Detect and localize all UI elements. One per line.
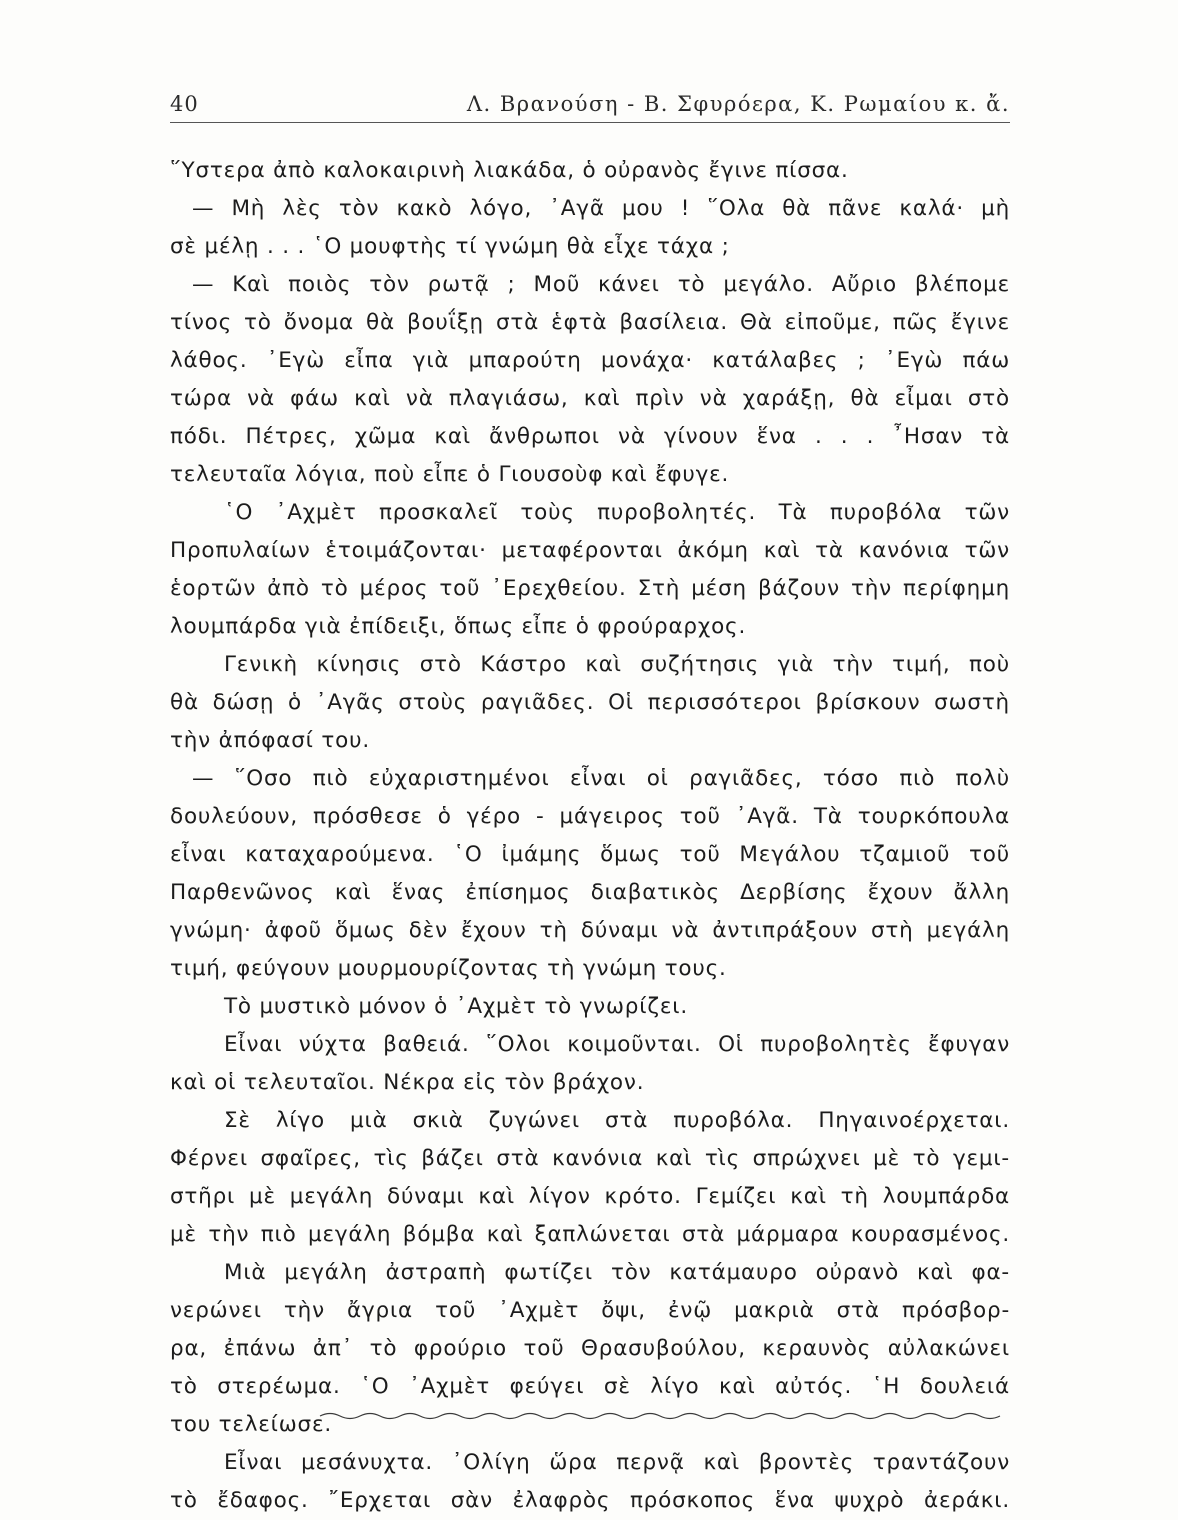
text-line: νερώνει τὴν ἄγρια τοῦ ᾽Αχμὲτ ὄψι, ἐνῷ μακριὰ στὰ πρόσβορ- — [170, 1298, 1010, 1323]
running-head — [170, 88, 1010, 123]
text-line: τίνος τὸ ὄνομα θὰ βουΐξῃ στὰ ἑφτὰ βασίλεια. Θὰ εἰποῦμε, πῶς ἔγινε — [170, 310, 1010, 335]
text-line: τελευταῖα λόγια, ποὺ εἶπε ὁ Γιουσοὺφ καὶ ἔφυγε. — [170, 462, 730, 487]
text-line: πόδι. Πέτρες, χῶμα καὶ ἄνθρωποι νὰ γίνουν ἕνα . . . ῏Ησαν τὰ — [170, 424, 1010, 449]
text-line: Φέρνει σφαῖρες, τὶς βάζει στὰ κανόνια καὶ τὶς σπρώχνει μὲ τὸ γεμι- — [170, 1146, 1010, 1171]
text-line: μὲ τὴν πιὸ μεγάλη βόμβα καὶ ξαπλώνεται στὰ μάρμαρα κουρασμένος. — [170, 1222, 1010, 1247]
wavy-underline-mark — [170, 1410, 1010, 1424]
text-line: τὸ στερέωμα. ῾Ο ᾽Αχμὲτ φεύγει σὲ λίγο καὶ αὐτός. ῾Η δουλειά — [170, 1374, 1010, 1399]
text-line: — Καὶ ποιὸς τὸν ρωτᾷ ; Μοῦ κάνει τὸ μεγάλο. Αὔριο βλέπομε — [192, 272, 1010, 297]
text-line: καὶ οἱ τελευταῖοι. Νέκρα εἰς τὸν βράχον. — [170, 1070, 645, 1095]
text-line: ῾Ο ᾽Αχμὲτ προσκαλεῖ τοὺς πυροβολητές. Τὰ πυροβόλα τῶν — [224, 500, 1010, 525]
text-line: — Μὴ λὲς τὸν κακὸ λόγο, ᾽Αγᾶ μου ! ῞Ολα θὰ πᾶνε καλά· μὴ — [192, 196, 1010, 221]
text-line: τώρα νὰ φάω καὶ νὰ πλαγιάσω, καὶ πρὶν νὰ χαράξῃ, θὰ εἶμαι στὸ — [170, 386, 1010, 411]
body-text — [170, 152, 1010, 1520]
page-number: 40 — [170, 92, 199, 116]
text-line: ἑορτῶν ἀπὸ τὸ μέρος τοῦ ᾽Ερεχθείου. Στὴ μέση βάζουν τὴν περίφημη — [170, 576, 1010, 601]
text-line: λουμπάρδα γιὰ ἐπίδειξι, ὅπως εἶπε ὁ φρούραρχος. — [170, 614, 747, 639]
text-line: τιμή, φεύγουν μουρμουρίζοντας τὴ γνώμη τους. — [170, 956, 727, 981]
text-line: Σὲ λίγο μιὰ σκιὰ ζυγώνει στὰ πυροβόλα. Πηγαινοέρχεται. — [224, 1108, 1010, 1133]
text-line: Γενικὴ κίνησις στὸ Κάστρο καὶ συζήτησις γιὰ τὴν τιμή, ποὺ — [224, 652, 1010, 677]
page-header-title: Λ. Βρανούση - Β. Σφυρόερα, Κ. Ρωμαίου κ. ἄ. — [466, 92, 1010, 116]
text-line: τὴν ἀπόφασί του. — [170, 728, 370, 753]
text-line: τὸ ἔδαφος. ῎Ερχεται σὰν ἐλαφρὸς πρόσκοπος ἕνα ψυχρὸ ἀεράκι. — [170, 1488, 1010, 1513]
text-line: στῆρι μὲ μεγάλη δύναμι καὶ λίγον κρότο. Γεμίζει καὶ τὴ λουμπάρδα — [170, 1184, 1010, 1209]
text-line: Εἶναι νύχτα βαθειά. ῞Ολοι κοιμοῦνται. Οἱ πυροβολητὲς ἔφυγαν — [224, 1032, 1010, 1057]
text-line: γνώμη· ἀφοῦ ὅμως δὲν ἔχουν τὴ δύναμι νὰ ἀντιπράξουν στὴ μεγάλη — [170, 918, 1010, 943]
text-line: — ῞Οσο πιὸ εὐχαριστημένοι εἶναι οἱ ραγιᾶδες, τόσο πιὸ πολὺ — [192, 766, 1010, 791]
text-line: ρα, ἐπάνω ἀπ᾽ τὸ φρούριο τοῦ Θρασυβούλου, κεραυνὸς αὐλακώνει — [170, 1336, 1010, 1361]
text-line: εἶναι καταχαρούμενα. ῾Ο ἰμάμης ὅμως τοῦ Μεγάλου τζαμιοῦ τοῦ — [170, 842, 1010, 867]
text-line: του τελείωσε. — [170, 1412, 333, 1437]
text-line: Εἶναι μεσάνυχτα. ᾽Ολίγη ὥρα περνᾷ καὶ βροντὲς τραντάζουν — [224, 1450, 1010, 1475]
text-line: Τὸ μυστικὸ μόνον ὁ ᾽Αχμὲτ τὸ γνωρίζει. — [224, 994, 688, 1019]
text-line: σὲ μέλῃ . . . ῾Ο μουφτὴς τί γνώμη θὰ εἶχε τάχα ; — [170, 234, 730, 259]
text-line: Μιὰ μεγάλη ἀστραπὴ φωτίζει τὸν κατάμαυρο οὐρανὸ καὶ φα- — [224, 1260, 1010, 1285]
text-line: Προπυλαίων ἑτοιμάζονται· μεταφέρονται ἀκόμη καὶ τὰ κανόνια τῶν — [170, 538, 1010, 563]
text-line: Παρθενῶνος καὶ ἕνας ἐπίσημος διαβατικὸς Δερβίσης ἔχουν ἄλλη — [170, 880, 1010, 905]
text-line: δουλεύουν, πρόσθεσε ὁ γέρο - μάγειρος τοῦ ᾽Αγᾶ. Τὰ τουρκόπουλα — [170, 804, 1010, 829]
text-line: λάθος. ᾽Εγὼ εἶπα γιὰ μπαρούτη μονάχα· κατάλαβες ; ᾽Εγὼ πάω — [170, 348, 1010, 373]
text-line: ῞Υστερα ἀπὸ καλοκαιρινὴ λιακάδα, ὁ οὐρανὸς ἔγινε πίσσα. — [170, 158, 849, 183]
text-line: θὰ δώσῃ ὁ ᾽Αγᾶς στοὺς ραγιᾶδες. Οἱ περισσότεροι βρίσκουν σωστὴ — [170, 690, 1010, 715]
